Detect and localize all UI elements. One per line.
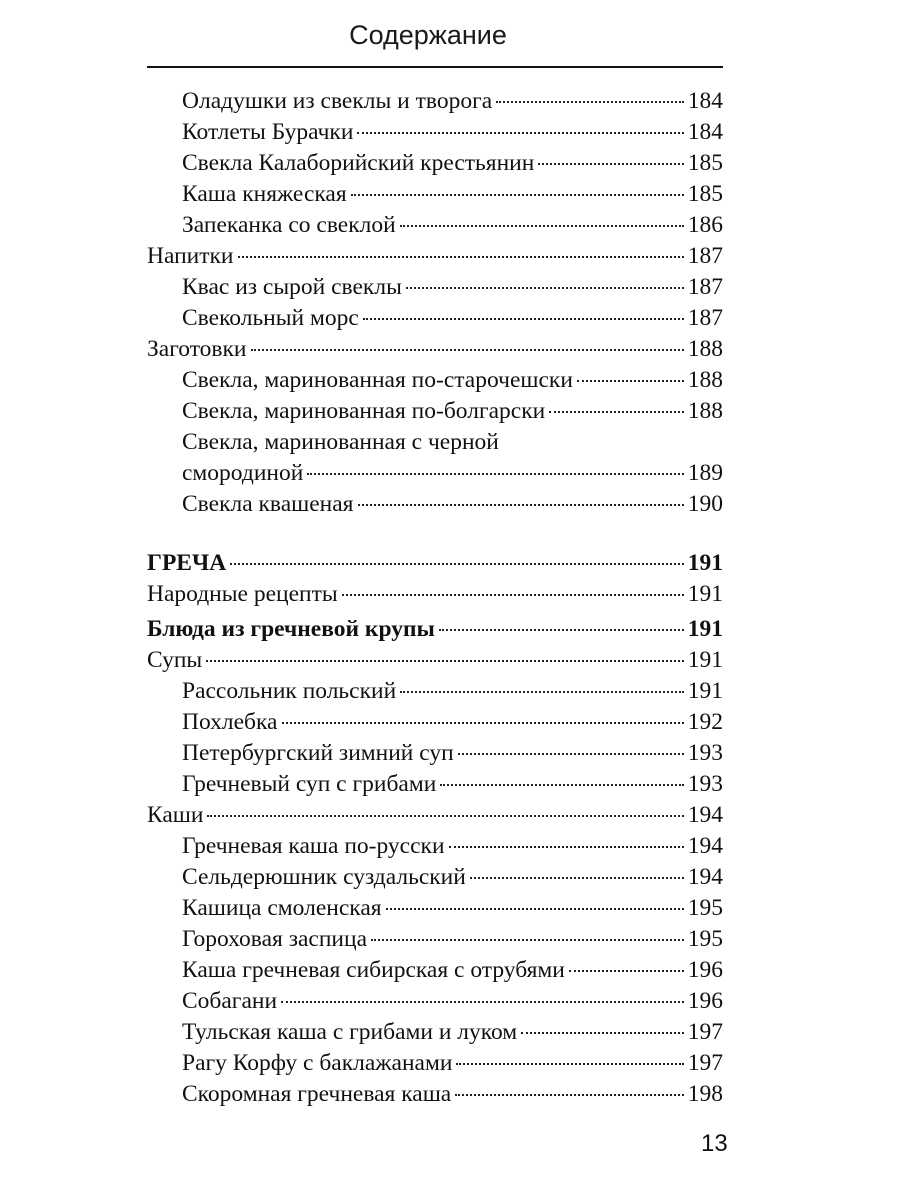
dot-leader (342, 594, 684, 596)
dot-leader (400, 225, 684, 227)
toc-entry-title: Кашица смоленская (182, 895, 382, 921)
toc-entry-page: 195 (687, 926, 723, 952)
toc-entry-page: 191 (687, 550, 723, 576)
toc-entry-title: Свекла Калаборийский крестьянин (182, 150, 535, 176)
toc-entry-title: Гречневый суп с грибами (182, 771, 437, 797)
toc-entry-page: 186 (687, 212, 723, 238)
toc-entry-page: 188 (687, 398, 723, 424)
toc-entry-title: Супы (147, 647, 203, 673)
toc-entry-page: 184 (687, 119, 723, 145)
toc-entry-page: 196 (687, 988, 723, 1014)
toc-entry-page: 197 (687, 1050, 723, 1076)
toc-entry (147, 1079, 723, 1110)
page-number: 13 (701, 1130, 728, 1157)
dot-leader (455, 1094, 684, 1096)
toc-entry-title: Каша гречневая сибирская с отрубями (182, 957, 565, 983)
toc-entry-page: 187 (687, 305, 723, 331)
toc-entry (147, 645, 723, 676)
toc-entry-title: Сельдерюшник суздальский (182, 864, 466, 890)
toc-entry-title: Народные рецепты (147, 581, 338, 607)
toc-entry-title: Каша княжеская (182, 181, 347, 207)
dot-leader (282, 722, 684, 724)
toc-entry-page: 188 (687, 367, 723, 393)
toc-entry (147, 1048, 723, 1079)
toc-entry (147, 86, 723, 117)
toc-entry-title: Котлеты Бурачки (182, 119, 354, 145)
toc-entry (147, 769, 723, 800)
toc-entry (147, 707, 723, 738)
toc-entry-page: 191 (687, 647, 723, 673)
toc-entry (147, 548, 723, 579)
dot-leader (538, 163, 683, 165)
toc-entry (147, 334, 723, 365)
toc-entry (147, 396, 723, 427)
dot-leader (371, 939, 684, 941)
toc-entry (147, 831, 723, 862)
toc-entry-page: 196 (687, 957, 723, 983)
toc-entry (147, 579, 723, 610)
toc-entry (147, 210, 723, 241)
toc-entry (147, 862, 723, 893)
toc-entry-title: Запеканка со свеклой (182, 212, 396, 238)
table-of-contents (147, 86, 723, 1110)
dot-leader (207, 815, 683, 817)
dot-leader (549, 411, 684, 413)
toc-entry (147, 924, 723, 955)
toc-entry-title: Свекла, маринованная по-болгарски (182, 398, 546, 424)
toc-entry-title: Скоромная гречневая каша (182, 1081, 452, 1107)
toc-entry-title: Гречневая каша по-русски (182, 833, 445, 859)
dot-leader (458, 753, 684, 755)
dot-leader (357, 132, 683, 134)
toc-entry (147, 303, 723, 334)
toc-entry-page: 194 (687, 864, 723, 890)
toc-entry-title: смородиной (182, 460, 304, 486)
toc-entry (147, 955, 723, 986)
toc-entry-title: Тульская каша с грибами и луком (182, 1019, 518, 1045)
toc-entry-page: 191 (687, 678, 723, 704)
dot-leader (351, 194, 684, 196)
toc-entry-page: 189 (687, 460, 723, 486)
dot-leader (386, 908, 684, 910)
toc-entry-page: 193 (687, 771, 723, 797)
toc-entry-page: 191 (687, 616, 723, 642)
running-head: Содержание (349, 20, 507, 50)
toc-entry-title: Свекла, маринованная по-старочешски (182, 367, 573, 393)
toc-entry-title: Квас из сырой свеклы (182, 274, 402, 300)
dot-leader (456, 1063, 683, 1065)
toc-entry-page: 188 (687, 336, 723, 362)
toc-entry-title: Свекла квашеная (182, 491, 354, 517)
toc-entry (147, 1017, 723, 1048)
dot-leader (569, 970, 684, 972)
dot-leader (406, 287, 684, 289)
toc-entry (147, 365, 723, 396)
dot-leader (521, 1032, 684, 1034)
toc-entry-page: 192 (687, 709, 723, 735)
toc-entry-title: Похлебка (182, 709, 278, 735)
toc-entry-page: 194 (687, 802, 723, 828)
toc-entry (147, 986, 723, 1017)
header-rule (147, 66, 723, 68)
dot-leader (358, 504, 684, 506)
toc-entry-page: 194 (687, 833, 723, 859)
toc-entry-page: 190 (687, 491, 723, 517)
toc-entry-title: ГРЕЧА (147, 550, 227, 576)
toc-entry-title: Рассольник польский (182, 678, 397, 704)
toc-entry-title: Оладушки из свеклы и творога (182, 88, 493, 114)
toc-entry-title: Петербургский зимний суп (182, 740, 454, 766)
dot-leader (363, 318, 684, 320)
toc-entry-title: Свекольный морс (182, 305, 359, 331)
dot-leader (440, 784, 683, 786)
dot-leader (470, 877, 684, 879)
toc-entry (147, 489, 723, 520)
toc-entry-page: 195 (687, 895, 723, 921)
toc-entry-title: Свекла, маринованная с черной (182, 429, 499, 455)
toc-entry-title: Блюда из гречневой крупы (147, 616, 435, 642)
dot-leader (496, 101, 684, 103)
toc-entry (147, 241, 723, 272)
toc-entry-title: Гороховая заспица (182, 926, 367, 952)
toc-entry (147, 676, 723, 707)
toc-entry (147, 427, 723, 458)
toc-entry (147, 272, 723, 303)
toc-entry-page: 187 (687, 243, 723, 269)
toc-entry-continuation (147, 458, 723, 489)
dot-leader (238, 256, 684, 258)
dot-leader (230, 563, 684, 565)
toc-entry-page: 187 (687, 274, 723, 300)
toc-entry-page: 185 (687, 150, 723, 176)
dot-leader (439, 629, 684, 631)
dot-leader (281, 1001, 684, 1003)
toc-entry-title: Заготовки (147, 336, 247, 362)
toc-entry-page: 191 (687, 581, 723, 607)
toc-entry-page: 185 (687, 181, 723, 207)
toc-entry-page: 193 (687, 740, 723, 766)
toc-entry (147, 179, 723, 210)
toc-entry-page: 184 (687, 88, 723, 114)
toc-entry (147, 117, 723, 148)
toc-entry (147, 893, 723, 924)
toc-entry-title: Каши (147, 802, 204, 828)
toc-entry (147, 614, 723, 645)
toc-entry (147, 738, 723, 769)
dot-leader (577, 380, 684, 382)
toc-entry-title: Напитки (147, 243, 234, 269)
toc-entry-page: 198 (687, 1081, 723, 1107)
dot-leader (307, 473, 683, 475)
dot-leader (206, 660, 684, 662)
dot-leader (449, 846, 684, 848)
toc-entry (147, 800, 723, 831)
toc-entry (147, 148, 723, 179)
dot-leader (400, 691, 684, 693)
toc-entry-title: Рагу Корфу с баклажанами (182, 1050, 453, 1076)
toc-entry-title: Собагани (182, 988, 278, 1014)
toc-entry-page: 197 (687, 1019, 723, 1045)
dot-leader (251, 349, 684, 351)
